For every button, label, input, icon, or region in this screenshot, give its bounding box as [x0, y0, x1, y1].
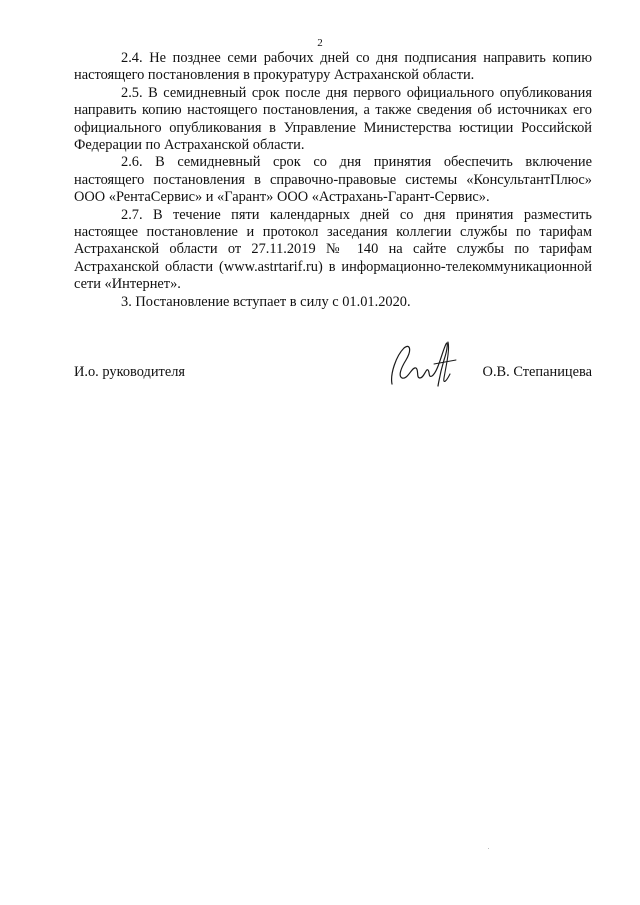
signatory-name: О.В. Степаницева — [482, 364, 592, 380]
signature-block — [74, 338, 592, 398]
handwritten-signature — [386, 338, 466, 390]
page-number: 2 — [317, 37, 323, 49]
paragraph-2-7: 2.7. В течение пяти календарных дней со дня принятия разместить настоящее постановление и протокол заседания коллегии службы по тарифам Астраханской области от 27.11.2019 № 140 на сайте службы по тарифам Астраханской области (www.astrtarif.ru) в информационно-телекоммуникационной сети «Интернет». — [74, 206, 592, 293]
paragraph-2-4: 2.4. Не позднее семи рабочих дней со дня подписания направить копию настоящего постановления в прокуратуру Астраханской области. — [74, 50, 592, 84]
scan-speck — [488, 848, 489, 849]
signatory-role: И.о. руководителя — [74, 364, 186, 380]
paragraph-2-5: 2.5. В семидневный срок после дня первого официального опубликования направить копию настоящего постановления, а также сведения об источниках его официального опубликования в Управление Министерства юстиции Российской Федерации по Астраханской области. — [74, 84, 592, 154]
paragraph-3: 3. Постановление вступает в силу с 01.01.2020. — [121, 293, 411, 310]
document-body — [74, 50, 592, 311]
paragraph-2-6: 2.6. В семидневный срок со дня принятия обеспечить включение настоящего постановления в справочно-правовые системы «КонсультантПлюс» ООО «РентаСервис» и «Гарант» ООО «Астрахань-Гарант-Сервис». — [74, 154, 592, 206]
